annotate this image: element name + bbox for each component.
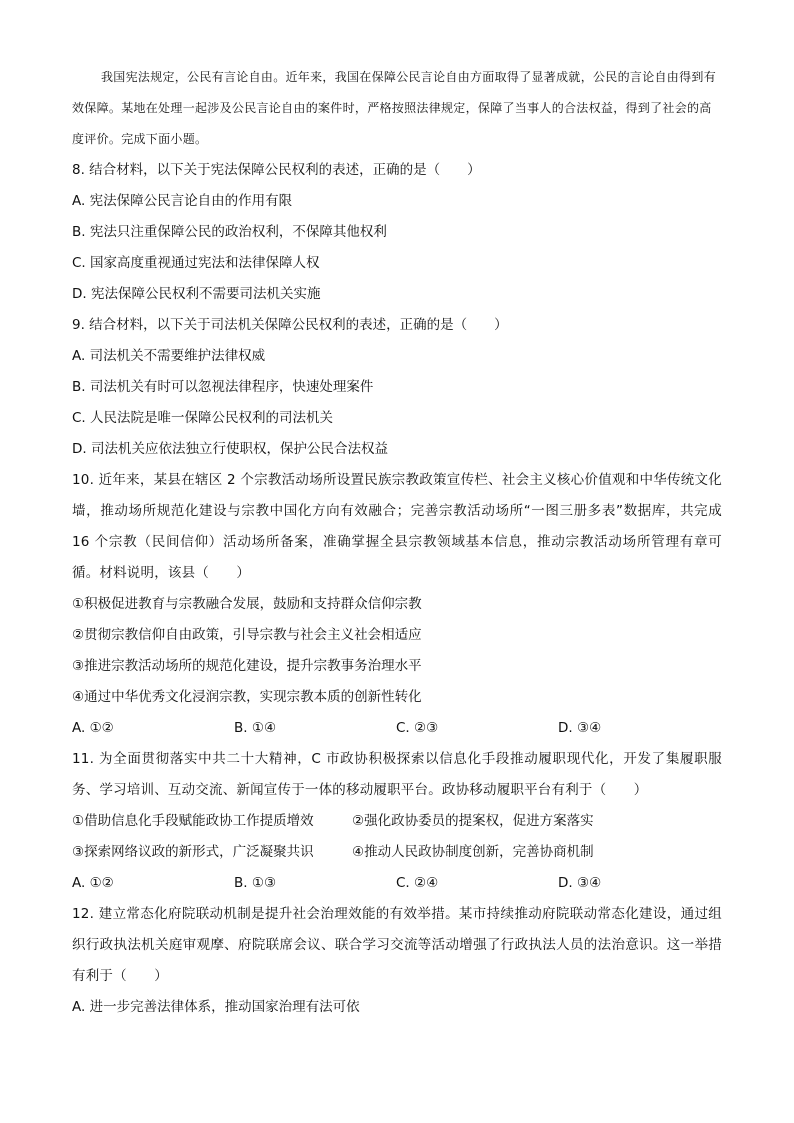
statement-3: ③探索网络议政的新形式，广泛凝聚共识: [72, 844, 314, 860]
option-b: B. ①③: [234, 875, 277, 891]
question-8: [72, 155, 722, 310]
question-stem: 11. 为全面贯彻落实中共二十大精神，C 市政协积极探索以信息化手段推动履职现代化，开发了集履职服务、学习培训、互动交流、新闻宣传于一体的移动履职平台。政协移动履职平台有利于（ ）: [72, 751, 722, 798]
option-a: A. ①②: [72, 720, 114, 736]
option-c: C. ②③: [396, 720, 439, 736]
statement-4: ④推动人民政协制度创新，完善协商机制: [352, 844, 594, 860]
question-stem: 10. 近年来，某县在辖区 2 个宗教活动场所设置民族宗教政策宣传栏、社会主义核心价值观和中华传统文化墙，推动场所规范化建设与宗教中国化方向有效融合；完善宗教活动场所“一图三册多表”数据库，共完成 16 个宗教（民间信仰）活动场所备案，准确掌握全县宗教领域基本信息，推动宗教活动场所管理有章可循。材料说明，该县（ ）: [72, 472, 722, 581]
question-stem: 8. 结合材料，以下关于宪法保障公民权利的表述，正确的是（ ）: [72, 162, 481, 178]
option-a: A. 宪法保障公民言论自由的作用有限: [72, 193, 293, 209]
statement-2: ②贯彻宗教信仰自由政策，引导宗教与社会主义社会相适应: [72, 627, 422, 643]
exam-page: [72, 62, 722, 1023]
option-a: A. ①②: [72, 875, 114, 891]
question-stem: 12. 建立常态化府院联动机制是提升社会治理效能的有效举措。某市持续推动府院联动常态化建设，通过组织行政执法机关庭审观摩、府院联席会议、联合学习交流等活动增强了行政执法人员的法治意识。这一举措有利于（ ）: [72, 906, 722, 984]
statement-3: ③推进宗教活动场所的规范化建设，提升宗教事务治理水平: [72, 658, 422, 674]
option-b: B. ①④: [234, 720, 277, 736]
statements-row-2: [72, 837, 722, 868]
question-9: [72, 310, 722, 465]
option-c: C. 人民法院是唯一保障公民权利的司法机关: [72, 410, 334, 426]
statement-1: ①积极促进教育与宗教融合发展，鼓励和支持群众信仰宗教: [72, 596, 422, 612]
question-stem: 9. 结合材料，以下关于司法机关保障公民权利的表述，正确的是（ ）: [72, 317, 508, 333]
question-11: [72, 744, 722, 899]
option-b: B. 司法机关有时可以忽视法律程序，快速处理案件: [72, 379, 374, 395]
option-d: D. 司法机关应依法独立行使职权，保护公民合法权益: [72, 441, 388, 457]
statement-4: ④通过中华优秀文化浸润宗教，实现宗教本质的创新性转化: [72, 689, 422, 705]
answer-options: [72, 868, 722, 899]
question-12: [72, 899, 722, 1023]
option-c: C. 国家高度重视通过宪法和法律保障人权: [72, 255, 320, 271]
option-b: B. 宪法只注重保障公民的政治权利，不保障其他权利: [72, 224, 387, 240]
option-a: A. 进一步完善法律体系，推动国家治理有法可依: [72, 999, 360, 1015]
option-d: D. ③④: [558, 720, 602, 736]
question-10: [72, 465, 722, 744]
option-a: A. 司法机关不需要维护法律权威: [72, 348, 266, 364]
option-d: D. ③④: [558, 875, 602, 891]
statement-2: ②强化政协委员的提案权，促进方案落实: [352, 813, 594, 829]
statements-row-1: [72, 806, 722, 837]
option-c: C. ②④: [396, 875, 439, 891]
statement-1: ①借助信息化手段赋能政协工作提质增效: [72, 813, 314, 829]
material-passage: 我国宪法规定，公民有言论自由。近年来，我国在保障公民言论自由方面取得了显著成就，公民的言论自由得到有效保障。某地在处理一起涉及公民言论自由的案件时，严格按照法律规定，保障了当事人的合法权益，得到了社会的高度评价。完成下面小题。: [72, 70, 717, 146]
answer-options: [72, 713, 722, 744]
option-d: D. 宪法保障公民权利不需要司法机关实施: [72, 286, 321, 302]
